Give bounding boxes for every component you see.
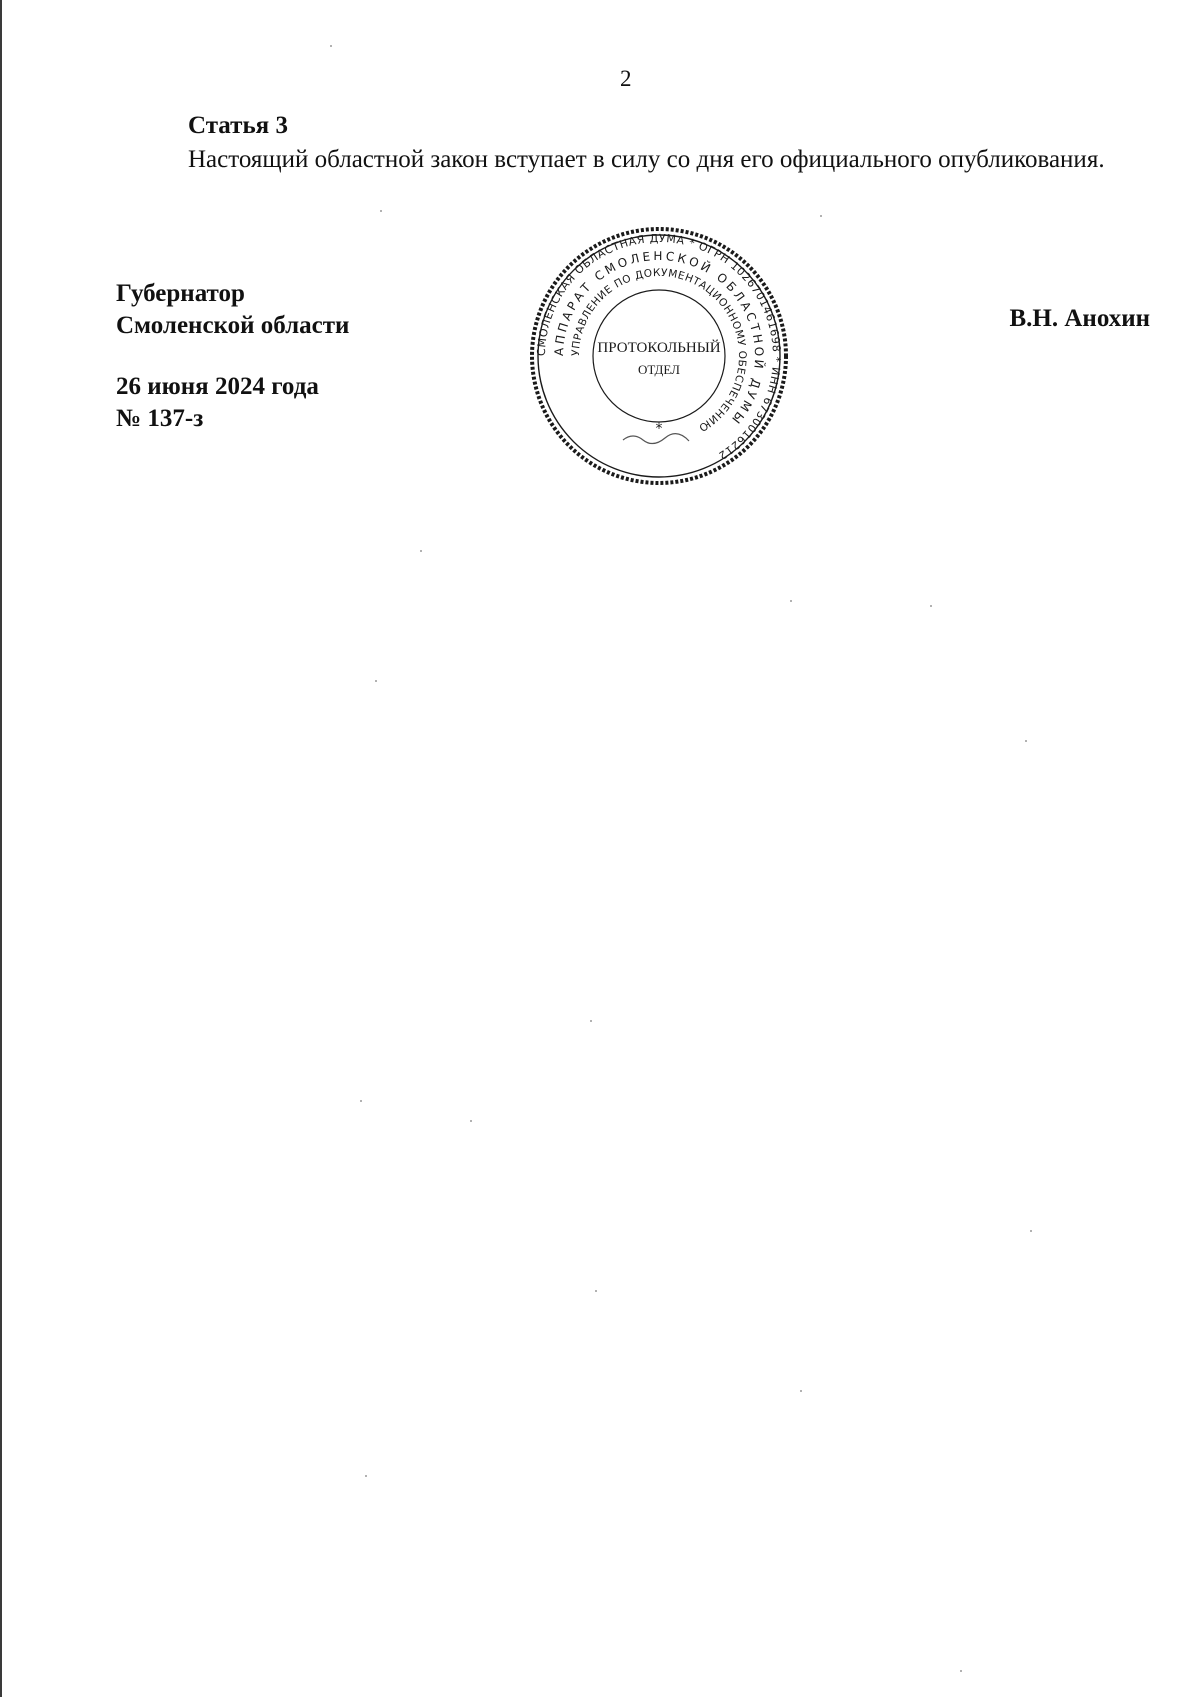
law-date: 26 июня 2024 года bbox=[116, 373, 319, 400]
signatory-title-line1: Губернатор bbox=[116, 280, 245, 307]
seal-middle-border bbox=[593, 290, 725, 422]
article-text: Настоящий областной закон вступает в силу со дня его официального опубликования. bbox=[188, 146, 1105, 173]
seal-outer-ring-text: СМОЛЕНСКАЯ ОБЛАСТНАЯ ДУМА * ОГРН 1026701461698 * ИНН 6730016212 bbox=[534, 231, 784, 463]
scan-speck bbox=[330, 45, 332, 47]
scan-speck bbox=[360, 1100, 362, 1102]
scan-speck bbox=[930, 605, 932, 607]
scan-speck bbox=[590, 1020, 592, 1022]
scan-speck bbox=[380, 210, 382, 212]
scan-speck bbox=[595, 1290, 597, 1292]
scan-speck bbox=[820, 215, 822, 217]
official-seal bbox=[528, 225, 790, 487]
scan-speck bbox=[800, 1390, 802, 1392]
scan-speck bbox=[470, 1120, 472, 1122]
signatory-title bbox=[116, 278, 349, 342]
article-heading: Статья 3 bbox=[188, 112, 288, 139]
scan-speck bbox=[420, 550, 422, 552]
seal-center-line2: ОТДЕЛ bbox=[638, 362, 680, 377]
law-date-number bbox=[116, 371, 319, 435]
scan-speck bbox=[790, 600, 792, 602]
law-number: № 137-з bbox=[116, 405, 204, 432]
scan-speck bbox=[365, 1475, 367, 1477]
scan-speck bbox=[375, 680, 377, 682]
scan-speck bbox=[1025, 740, 1027, 742]
page-number: 2 bbox=[620, 66, 632, 91]
scan-speck bbox=[1030, 1230, 1032, 1232]
signatory-name: В.Н. Анохин bbox=[1009, 305, 1150, 332]
scan-speck bbox=[960, 1670, 962, 1672]
seal-star-icon: * bbox=[655, 421, 663, 437]
seal-graphic bbox=[528, 225, 790, 487]
seal-middle-ring-text: АППАРАТ СМОЛЕНСКОЙ ОБЛАСТНОЙ ДУМЫ bbox=[551, 248, 767, 429]
seal-inner-ring-text: УПРАВЛЕНИЕ ПО ДОКУМЕНТАЦИОННОМУ ОБЕСПЕЧЕНИЮ bbox=[569, 266, 749, 434]
scan-edge-line bbox=[0, 0, 2, 1697]
signatory-title-line2: Смоленской области bbox=[116, 312, 350, 339]
seal-center-line1: ПРОТОКОЛЬНЫЙ bbox=[597, 340, 721, 356]
